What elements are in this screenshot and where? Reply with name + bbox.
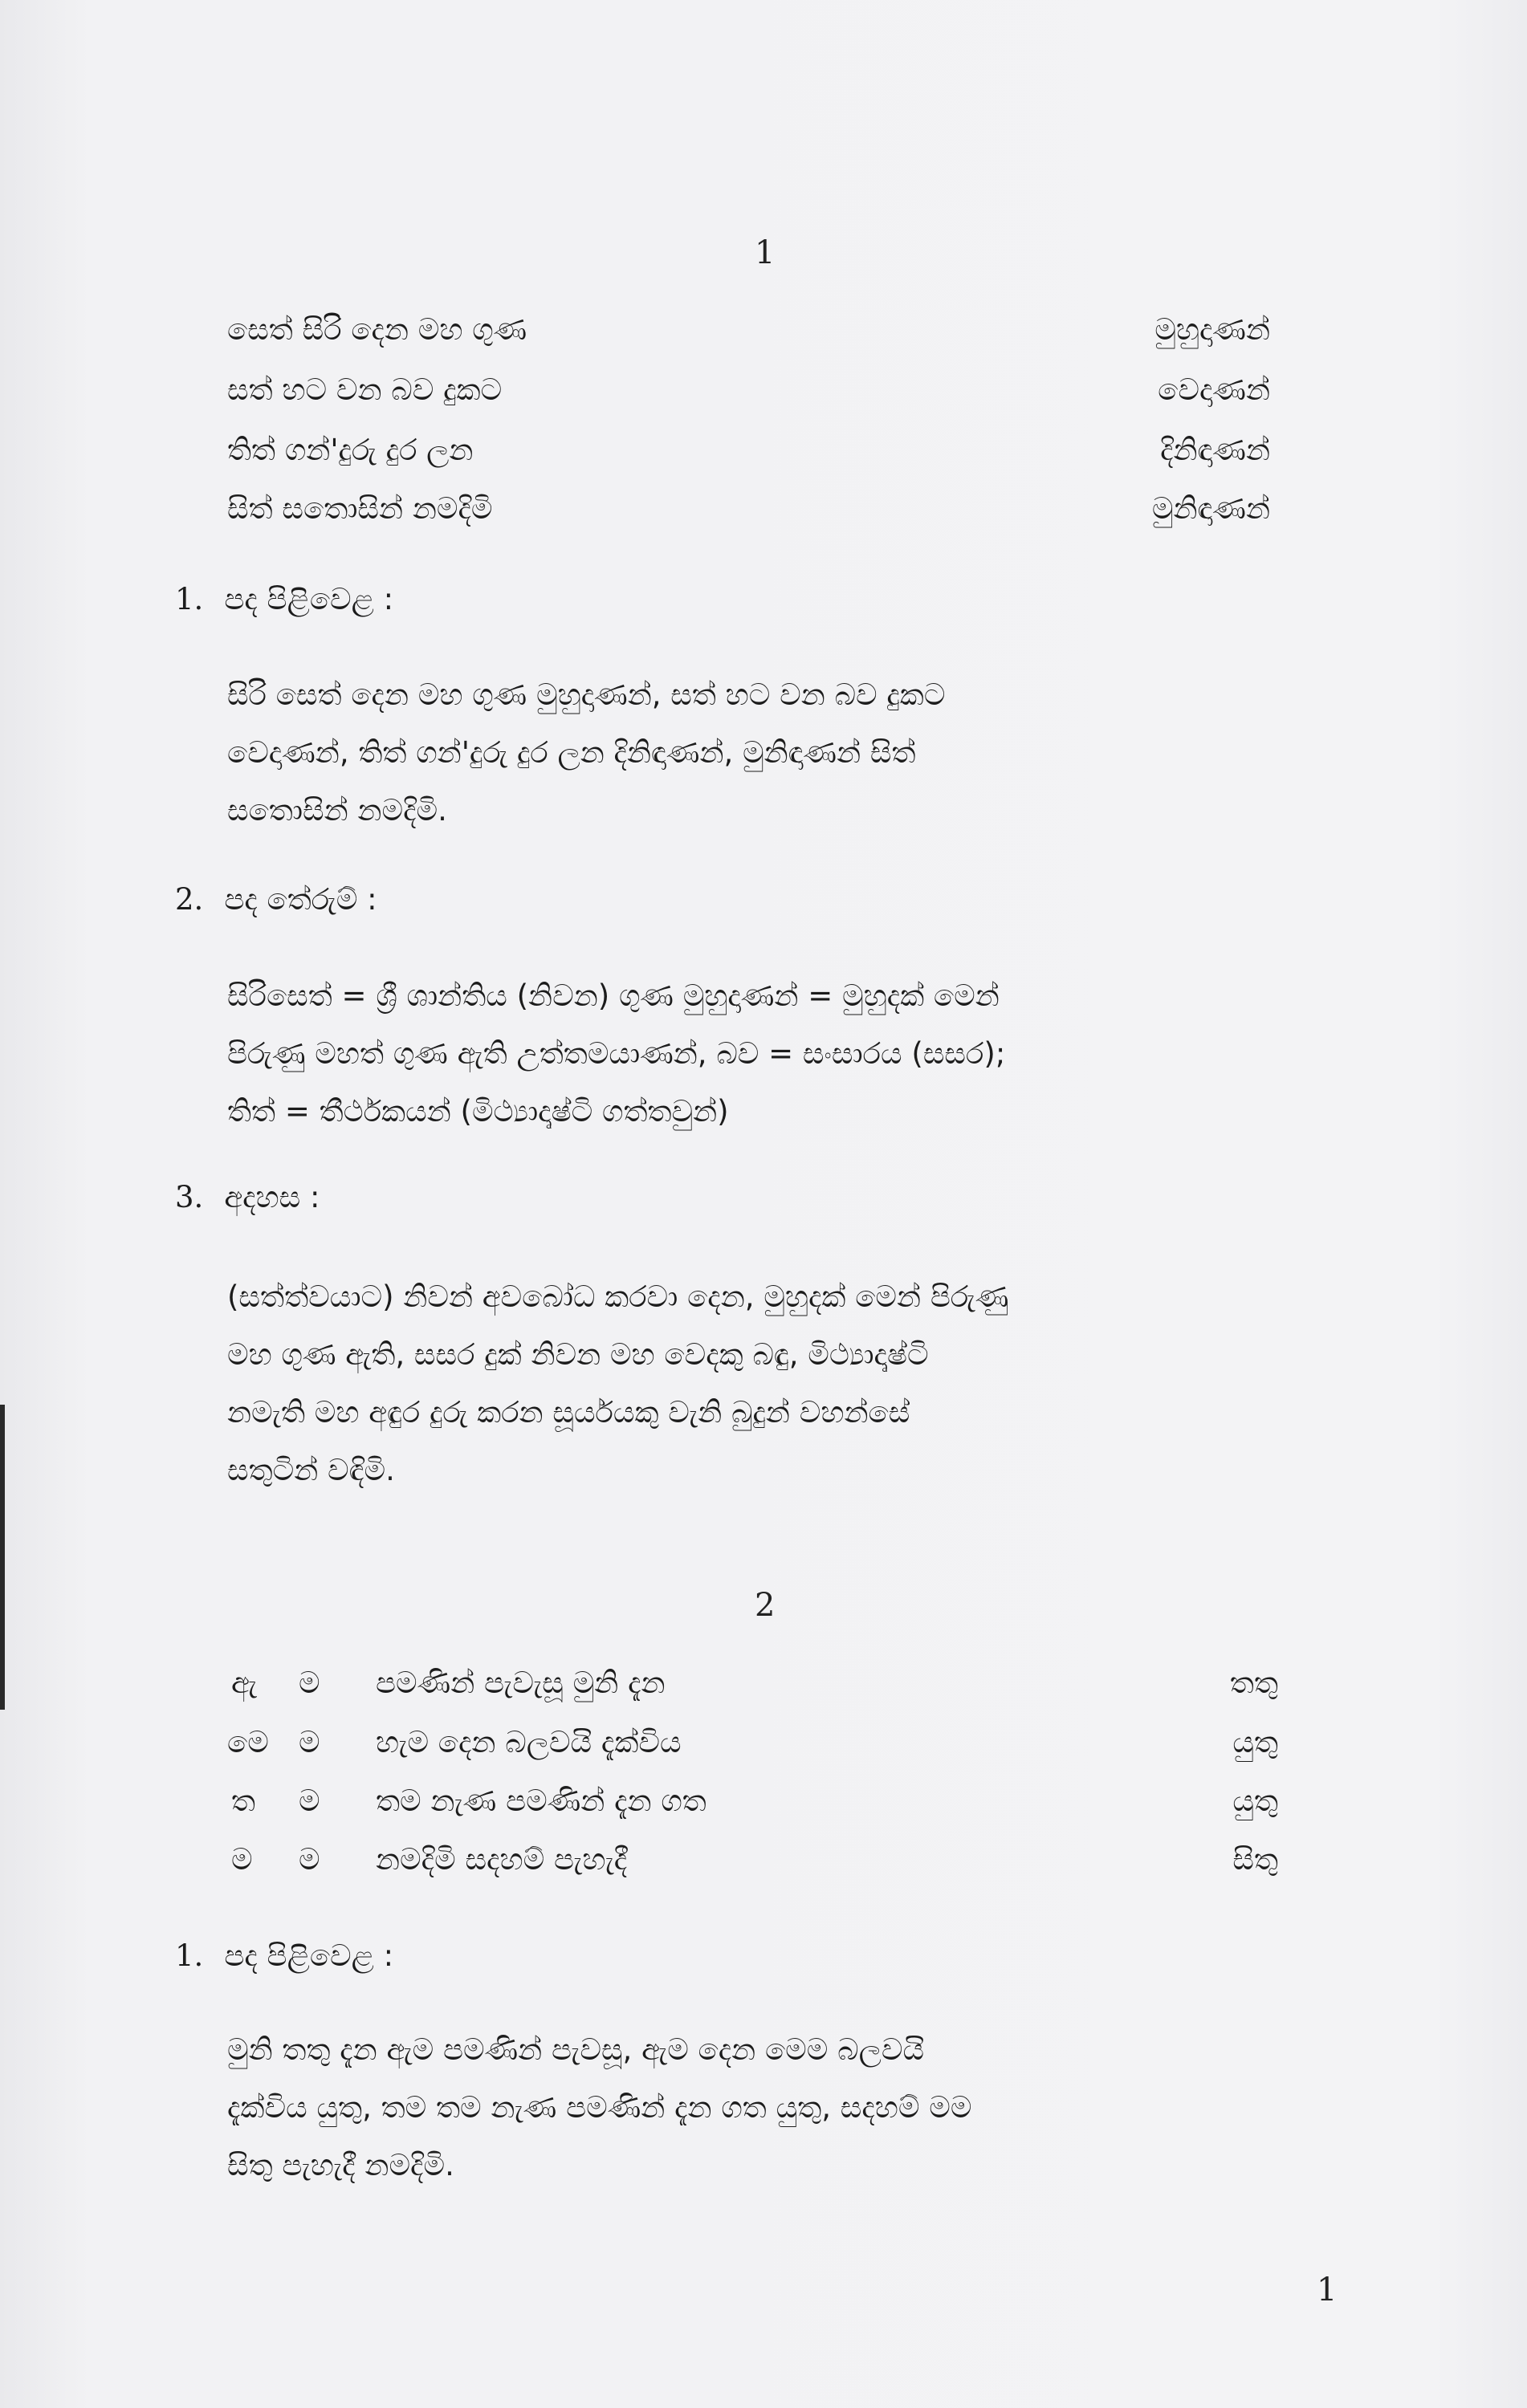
paragraph-line: සිරිසෙත් = ශ්‍රී ශාන්තිය (නිවන) ගුණ මුහුදාණන් = මුහුදක් මෙන් <box>227 978 1000 1013</box>
section-number: 1. <box>175 1938 204 1973</box>
paragraph-line: පිරුණු මහත් ගුණ ඇති උත්තමයාණන්, බව = සංසාරය (සසර); <box>227 1036 1006 1071</box>
verse-syllable: ඇ <box>231 1666 258 1700</box>
verse-line-end: දිනිඳාණන් <box>1160 433 1270 467</box>
verse-number: 1 <box>755 234 776 271</box>
verse-number: 2 <box>755 1587 776 1624</box>
section-title: අදහස : <box>224 1180 320 1214</box>
verse-syllable: මෙ <box>227 1725 269 1759</box>
section-number: 2. <box>175 882 204 917</box>
page-edge-shadow <box>0 1405 5 1710</box>
verse-syllable: ම <box>299 1725 320 1759</box>
verse-line-end: යුතු <box>1232 1784 1278 1818</box>
verse-line-end: යුතු <box>1232 1725 1278 1759</box>
paragraph-line: තිත් = තීර්ථකයන් (මිථ්‍යාදෘෂ්ටි ගත්තවුන්) <box>227 1094 729 1129</box>
section-paragraph <box>227 967 1005 1141</box>
section-paragraph <box>227 2021 972 2194</box>
verse-syllable: ම <box>299 1666 320 1700</box>
paragraph-line: (සත්ත්වයාට) නිවන් අවබෝධ කරවා දෙන, මුහුදක් මෙන් පිරුණු <box>227 1279 1009 1314</box>
verse-syllable: ම <box>299 1842 320 1877</box>
paragraph-line: සතුටින් වඳිමි. <box>227 1453 395 1487</box>
verse-line: සත් හට වන බව දුකට <box>227 372 503 407</box>
verse-syllable: ම <box>231 1842 253 1877</box>
verse-line: සෙත් සිරි දෙන මහ ගුණ <box>227 312 527 347</box>
verse-line-end: මුහුදාණන් <box>1154 312 1270 347</box>
paragraph-line: සතොසින් නමදිමි. <box>227 793 447 828</box>
section-heading <box>175 1938 394 1973</box>
paragraph-line: සිරි සෙත් දෙන මහ ගුණ මුහුදාණන්, සත් හට වන බව දුකට <box>227 677 946 712</box>
section-paragraph <box>227 1268 1008 1499</box>
section-title: පද පිළිවෙළ : <box>224 582 394 616</box>
section-heading <box>175 584 393 614</box>
verse-line-end: සිතු <box>1232 1842 1278 1877</box>
section-number: 1. <box>175 582 204 616</box>
verse-line: පමණින් පැවැසූ මුනි දැන <box>376 1666 666 1700</box>
verse-syllable: ම <box>299 1784 320 1818</box>
section-title: පද තේරුම් : <box>224 882 377 917</box>
section-heading <box>175 1182 320 1212</box>
paragraph-line: නමැති මහ අඳුර දුරු කරන සූර්යයකු වැනි බුදුන් වහන්සේ <box>227 1395 910 1430</box>
section-title: පද පිළිවෙළ : <box>224 1938 394 1973</box>
verse-line: තිත් ගන්'දුරු දුර ලන <box>227 433 474 467</box>
verse-line: නමදිමි සදහම් පැහැදී <box>376 1842 628 1877</box>
section-heading <box>175 882 377 917</box>
verse-line: සිත් සතොසින් නමදිමි <box>227 491 493 526</box>
verse-line-end: මුනිඳාණන් <box>1151 491 1270 526</box>
paragraph-line: වෙදාණන්, තිත් ගන්'දුරු දුර ලන දිනිඳාණන්, මුනිඳාණන් සිත් <box>227 735 916 770</box>
verse-line: තම නැණ පමණින් දැන ගත <box>376 1784 706 1818</box>
verse-line: හැම දෙන බලවයි දැක්විය <box>376 1725 682 1759</box>
section-number: 3. <box>175 1180 204 1214</box>
paragraph-line: දැක්විය යුතු, තම තම නැණ පමණින් දැන ගත යුතු, සදහම් මම <box>227 2090 972 2125</box>
verse-line-end: තතු <box>1229 1666 1278 1700</box>
section-paragraph <box>227 666 945 840</box>
paragraph-line: මුනි තතු දැන ඇම පමණින් පැවසූ, ඇම දෙන මෙම බලවයි <box>227 2032 925 2067</box>
paragraph-line: සිතු පැහැදී නමදිමි. <box>227 2148 454 2182</box>
verse-line-end: වෙදාණන් <box>1158 372 1270 407</box>
verse-syllable: ත <box>231 1784 256 1818</box>
paragraph-line: මහ ගුණ ඇති, සසර දුක් නිවන මහ වෙදකු බඳු, මිථ්‍යාදෘෂ්ටි <box>227 1337 929 1372</box>
page-number: 1 <box>1317 2272 1338 2308</box>
